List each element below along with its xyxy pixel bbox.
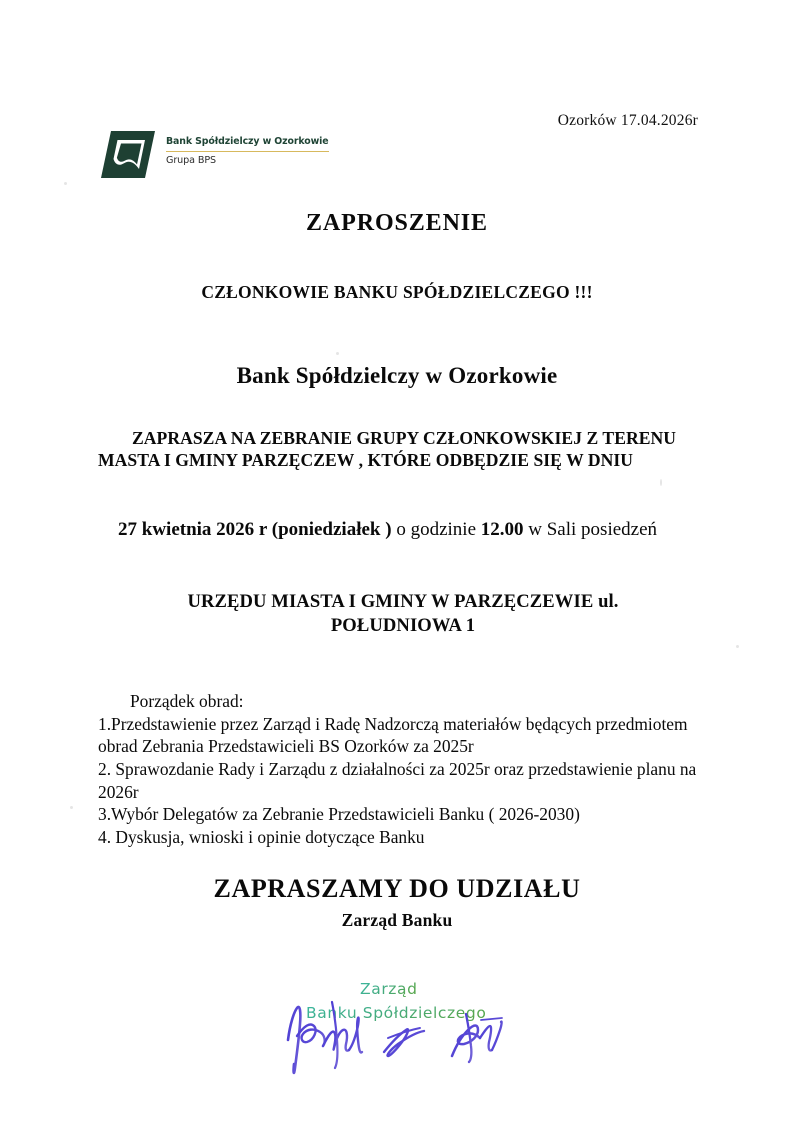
meeting-datetime xyxy=(98,518,708,543)
agenda-item: 2. Sprawozdanie Rady i Zarządu z działalności za 2025r oraz przedstawienie planu na 2026r xyxy=(98,758,697,802)
venue-address xyxy=(98,590,708,638)
meeting-time: 12.00 xyxy=(480,519,524,540)
closing-call-to-action: ZAPRASZAMY DO UDZIAŁU xyxy=(213,874,581,903)
header-date: Ozorków 17.04.2026r xyxy=(557,112,698,129)
stamp-line-1: Zarząd xyxy=(360,980,418,998)
scan-speck xyxy=(660,479,662,486)
logo-group-name: Grupa BPS xyxy=(166,154,217,166)
meeting-datetime-mid: o godzinie xyxy=(391,519,481,540)
scan-speck xyxy=(70,806,73,809)
venue-line-2: POŁUDNIOWA 1 xyxy=(330,614,476,636)
logo-bank-name: Bank Spółdzielczy w Ozorkowie xyxy=(166,136,329,147)
scan-speck xyxy=(736,645,739,648)
meeting-location-tail: w Sali posiedzeń xyxy=(523,519,658,540)
agenda-item: 4. Dyskusja, wnioski i opinie dotyczące Banku xyxy=(98,826,425,847)
agenda-item: 3.Wybór Delegatów za Zebranie Przedstawicieli Banku ( 2026-2030) xyxy=(98,804,580,825)
agenda-heading: Porządek obrad: xyxy=(130,691,244,711)
addressee-line: CZŁONKOWIE BANKU SPÓŁDZIELCZEGO !!! xyxy=(201,282,593,302)
scan-speck xyxy=(64,182,67,185)
meeting-date: 27 kwietnia 2026 r (poniedziałek ) xyxy=(118,519,392,540)
closing-signer: Zarząd Banku xyxy=(341,910,453,930)
bank-logo xyxy=(101,131,329,178)
closing-section xyxy=(0,874,794,931)
bank-name-heading: Bank Spółdzielczy w Ozorkowie xyxy=(236,363,558,388)
logo-divider xyxy=(166,151,329,152)
invitation-paragraph: ZAPRASZA NA ZEBRANIE GRUPY CZŁONKOWSKIEJ Z TERENU MASTA I GMINY PARZĘCZEW , KTÓRE ODBĘDZIE SIĘ W DNIU xyxy=(98,428,677,470)
agenda-item: 1.Przedstawienie przez Zarząd i Radę Nadzorczą materiałów będących przedmiotem obrad Zebrania Przedstawicieli BS Ozorków za 2025r xyxy=(98,713,688,757)
page-title: ZAPROSZENIE xyxy=(306,210,488,236)
venue-line-1: URZĘDU MIASTA I GMINY W PARZĘCZEWIE ul. xyxy=(187,591,619,612)
scan-speck xyxy=(336,352,339,355)
bps-bank-logo-mark xyxy=(101,131,155,178)
stamp-line-2: Banku Spółdzielczego xyxy=(306,1004,487,1022)
signature-block xyxy=(276,968,536,1078)
agenda-section xyxy=(98,690,718,848)
